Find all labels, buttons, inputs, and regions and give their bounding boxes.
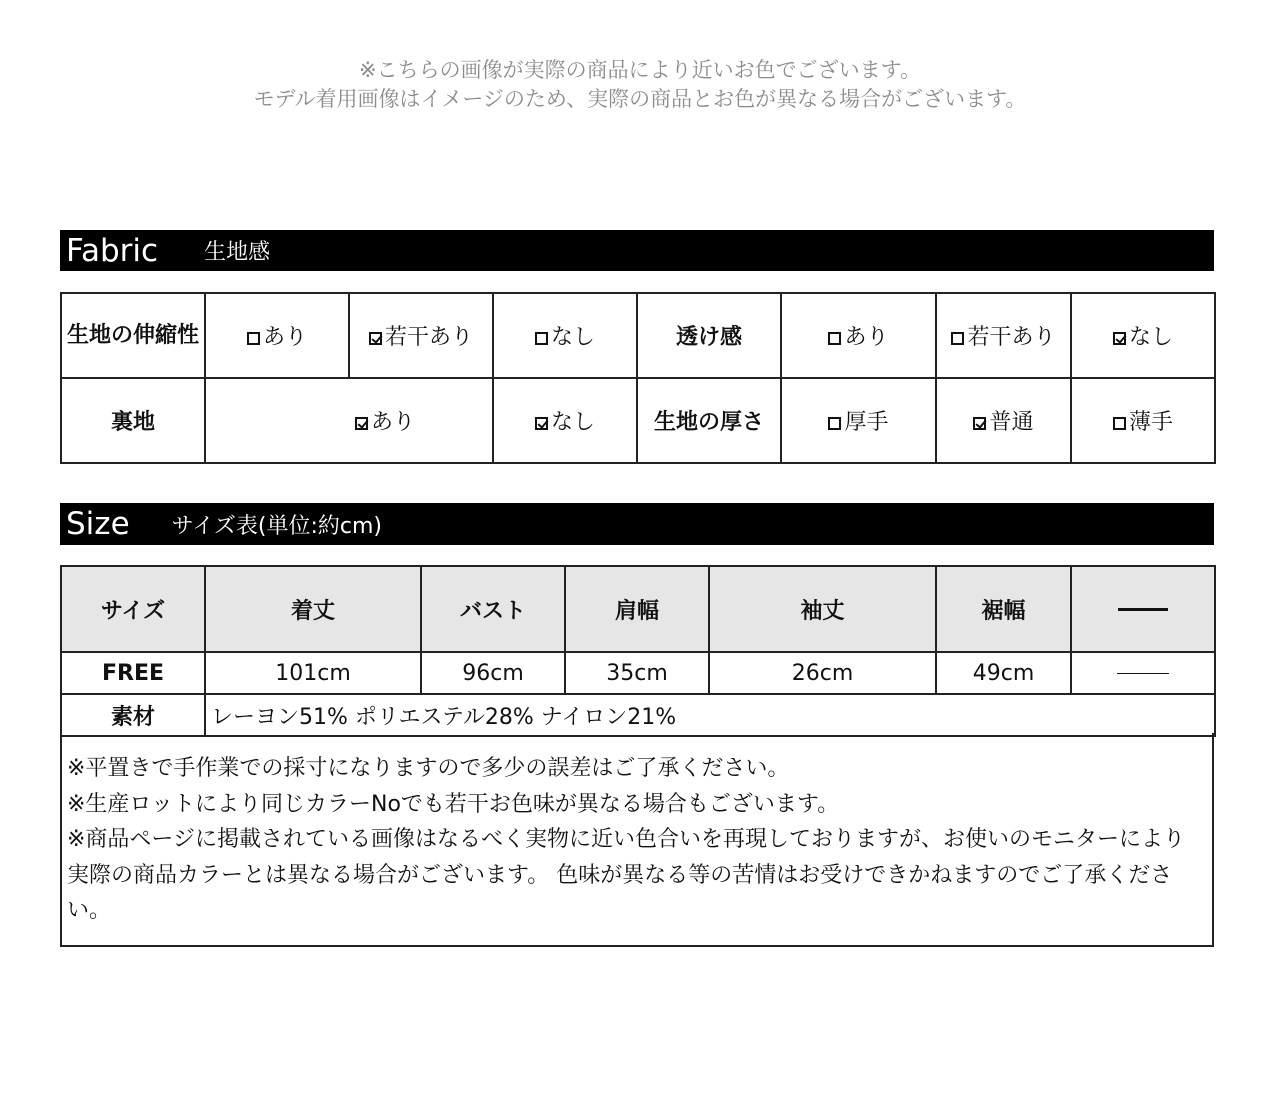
value-bust: 96cm bbox=[421, 652, 565, 694]
material-value: レーヨン51% ポリエステル28% ナイロン21% bbox=[205, 694, 1215, 736]
checked-checkbox-icon bbox=[1113, 332, 1126, 345]
notes-box bbox=[60, 733, 1214, 947]
stretch-option-3: なし bbox=[493, 293, 637, 378]
checkbox-icon bbox=[828, 417, 841, 430]
thickness-option-3: 薄手 bbox=[1071, 378, 1215, 463]
checkbox-icon bbox=[1113, 417, 1126, 430]
size-table bbox=[60, 565, 1216, 737]
value-shoulder: 35cm bbox=[565, 652, 709, 694]
header-length: 着丈 bbox=[205, 566, 421, 652]
header-size: サイズ bbox=[61, 566, 205, 652]
size-title-en: Size bbox=[66, 506, 130, 542]
checkbox-icon bbox=[828, 332, 841, 345]
checked-checkbox-icon bbox=[535, 417, 548, 430]
checked-checkbox-icon bbox=[369, 332, 382, 345]
fabric-title-en: Fabric bbox=[66, 232, 159, 269]
sheer-option-1: あり bbox=[781, 293, 936, 378]
color-notice bbox=[0, 56, 1280, 114]
checked-checkbox-icon bbox=[355, 417, 368, 430]
lining-option-2: なし bbox=[493, 378, 637, 463]
thickness-option-1: 厚手 bbox=[781, 378, 936, 463]
value-length: 101cm bbox=[205, 652, 421, 694]
lining-option-1: あり bbox=[205, 378, 493, 463]
header-hem: 裾幅 bbox=[936, 566, 1071, 652]
sheer-label: 透け感 bbox=[637, 293, 781, 378]
sheer-option-3: なし bbox=[1071, 293, 1215, 378]
size-free: FREE bbox=[61, 652, 205, 694]
size-section-header bbox=[60, 503, 1214, 545]
header-bust: バスト bbox=[421, 566, 565, 652]
value-empty bbox=[1071, 652, 1215, 694]
dash-mark bbox=[1117, 673, 1169, 674]
lining-label: 裏地 bbox=[61, 378, 205, 463]
fabric-table bbox=[60, 292, 1216, 464]
size-value-row bbox=[61, 652, 1215, 694]
header-empty bbox=[1071, 566, 1215, 652]
note-3: ※商品ページに掲載されている画像はなるべく実物に近い色合いを再現しておりますが、お使いのモニターにより実際の商品カラーとは異なる場合がございます。 色味が異なる等の苦情はお受けできかねますのでご了承ください。 bbox=[67, 827, 1185, 923]
stretch-label: 生地の伸縮性 bbox=[61, 293, 205, 378]
material-row bbox=[61, 694, 1215, 736]
dash-mark bbox=[1118, 608, 1168, 611]
value-sleeve: 26cm bbox=[709, 652, 936, 694]
note-1: ※平置きで手作業での採寸になりますので多少の誤差はご了承ください。 bbox=[67, 756, 790, 781]
material-label: 素材 bbox=[61, 694, 205, 736]
checkbox-icon bbox=[247, 332, 260, 345]
thickness-option-2: 普通 bbox=[936, 378, 1071, 463]
header-sleeve: 袖丈 bbox=[709, 566, 936, 652]
fabric-section-header bbox=[60, 230, 1214, 271]
notice-line-2: モデル着用画像はイメージのため、実際の商品とお色が異なる場合がございます。 bbox=[253, 87, 1027, 111]
notice-line-1: ※こちらの画像が実際の商品により近いお色でございます。 bbox=[359, 58, 921, 82]
checkbox-icon bbox=[951, 332, 964, 345]
header-shoulder: 肩幅 bbox=[565, 566, 709, 652]
checkbox-icon bbox=[535, 332, 548, 345]
note-2: ※生産ロットにより同じカラーNoでも若干お色味が異なる場合もございます。 bbox=[67, 791, 840, 817]
thickness-label: 生地の厚さ bbox=[637, 378, 781, 463]
stretch-option-2: 若干あり bbox=[349, 293, 493, 378]
size-header-row bbox=[61, 566, 1215, 652]
size-title-jp: サイズ表(単位:約cm) bbox=[171, 513, 382, 539]
fabric-title-jp: 生地感 bbox=[204, 240, 271, 265]
sheer-option-2: 若干あり bbox=[936, 293, 1071, 378]
value-hem: 49cm bbox=[936, 652, 1071, 694]
stretch-option-1: あり bbox=[205, 293, 349, 378]
checked-checkbox-icon bbox=[973, 417, 986, 430]
